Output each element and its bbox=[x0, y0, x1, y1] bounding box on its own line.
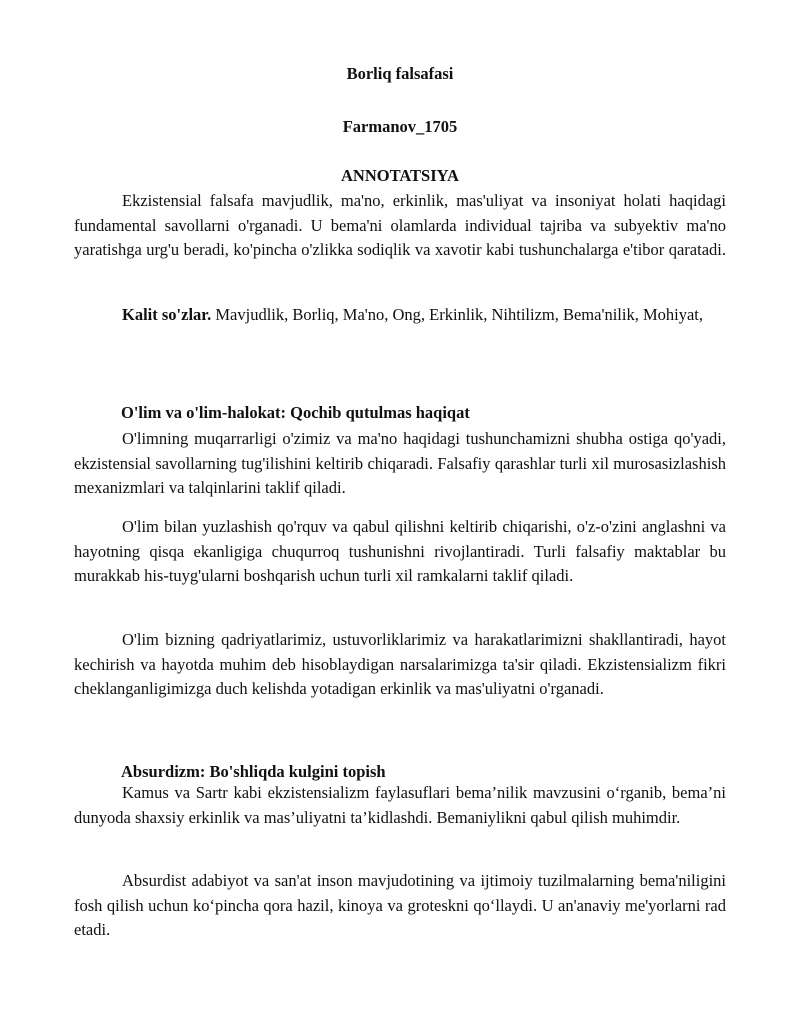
keywords-text: Mavjudlik, Borliq, Ma'no, Ong, Erkinlik, Nihtilizm, Bema'nilik, Mohiyat, bbox=[211, 305, 703, 324]
annotation-paragraph: Ekzistensial falsafa mavjudlik, ma'no, erkinlik, mas'uliyat va insoniyat holati haqidagi fundamental savollarni o'rganadi. U bema'ni olamlarda individual tajriba va subyektiv ma'no yaratishga urg'u beradi, ko'pincha o'zlikka sodiqlik va xavotir kabi tushunchalarga e'tibor qaratadi. bbox=[74, 191, 726, 259]
section-heading-death: O'lim va o'lim-halokat: Qochib qutulmas haqiqat bbox=[121, 403, 470, 422]
section-absurdism-paragraph-1: Kamus va Sartr kabi ekzistensializm faylasuflari bema’nilik mavzusini o‘rganib, bema’ni dunyoda shaxsiy erkinlik va mas’uliyatni ta’kidlashdi. Bemaniylikni qabul qilish muhimdir. bbox=[74, 783, 726, 827]
keywords-label: Kalit so'zlar. bbox=[122, 305, 212, 324]
section-heading-absurdism: Absurdizm: Bo'shliqda kulgini topish bbox=[121, 762, 386, 781]
keywords-paragraph bbox=[74, 303, 726, 328]
document-author: Farmanov_1705 bbox=[342, 117, 458, 136]
document-title: Borliq falsafasi bbox=[346, 64, 454, 83]
section-death-paragraph-1: O'limning muqarrarligi o'zimiz va ma'no haqidagi tushunchamizni shubha ostiga qo'yadi, ekzistensial savollarning tug'ilishini keltirib chiqaradi. Falsafiy qarashlar turli xil murosasizlashish mexanizmlari va talqinlarini taklif qiladi. bbox=[74, 429, 726, 497]
section-death-paragraph-3: O'lim bizning qadriyatlarimiz, ustuvorliklarimiz va harakatlarimizni shakllantiradi, hayot kechirish va hayotda muhim deb hisoblaydigan narsalarimizga ta'sir qiladi. Ekzistensializm fikri cheklanganligimizga duch kelishda yotadigan erkinlik va mas'uliyatni o'rganadi. bbox=[74, 630, 726, 698]
section-absurdism-paragraph-2: Absurdist adabiyot va san'at inson mavjudotining va ijtimoiy tuzilmalarning bema'niligini fosh qilish uchun ko‘pincha qora hazil, kinoya va groteskni qo‘llaydi. U an'anaviy me'yorlarni rad etadi. bbox=[74, 871, 726, 939]
section-death-paragraph-2: O'lim bilan yuzlashish qo'rquv va qabul qilishni keltirib chiqarishi, o'z-o'zini anglashni va hayotning qisqa ekanligiga chuqurroq tushunishni rivojlantiradi. Turli falsafiy maktablar bu murakkab his-tuyg'ularni boshqarish uchun turli xil ramkalarni taklif qiladi. bbox=[74, 517, 726, 585]
annotation-heading: ANNOTATSIYA bbox=[341, 166, 459, 185]
